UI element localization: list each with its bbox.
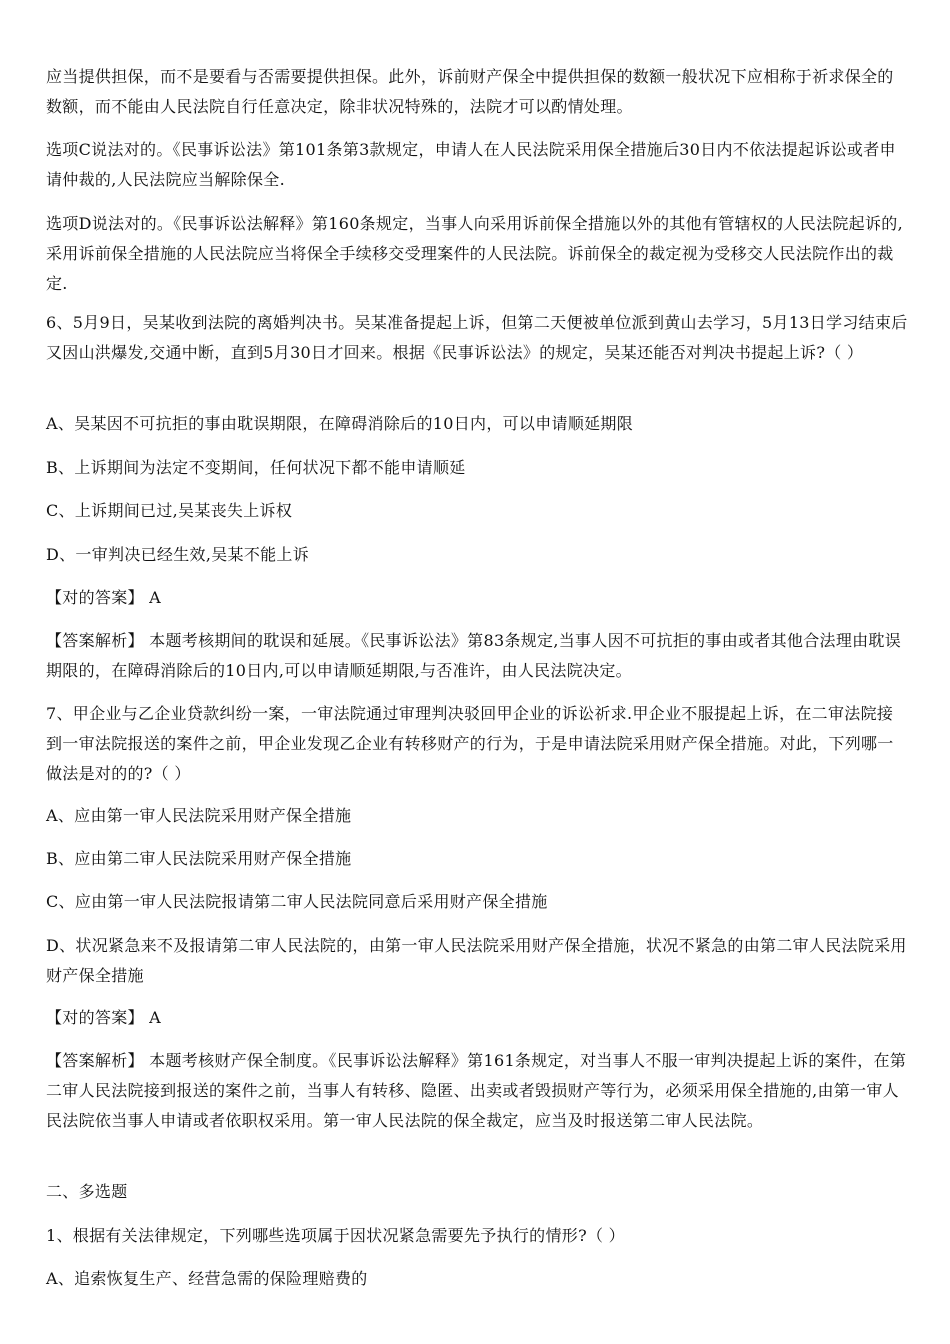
multi-question-1-option-a: A、追索恢复生产、经营急需的保险理赔费的 [46,1269,368,1288]
question-6-option-c: C、上诉期间已过,吴某丧失上诉权 [46,501,293,520]
question-7-stem: 7、甲企业与乙企业贷款纠纷一案，一审法院通过审理判决驳回甲企业的诉讼祈求.甲企业不服提起上诉，在二审法院接到一审法院报送的案件之前，甲企业发现乙企业有转移财产的行为，于是申请法院采用财产保全措施。对此，下列哪一做法是对的的?（ ） [46,704,894,783]
question-6-option-a: A、吴某因不可抗拒的事由耽误期限，在障碍消除后的10日内，可以申请顺延期限 [46,414,634,433]
question-7-option-d: D、状况紧急来不及报请第二审人民法院的，由第一审人民法院采用财产保全措施，状况不紧急的由第二审人民法院采用财产保全措施 [46,936,907,985]
question-7-option-a: A、应由第一审人民法院采用财产保全措施 [46,806,352,825]
question-6-answer: 【对的答案】 A [46,588,162,607]
question-6-option-b: B、上诉期间为法定不变期间，任何状况下都不能申请顺延 [46,458,466,477]
paragraph-option-d: 选项D说法对的。《民事诉讼法解释》第160条规定，当事人向采用诉前保全措施以外的其他有管辖权的人民法院起诉的,采用诉前保全措施的人民法院应当将保全手续移交受理案件的人民法院。诉前保全的裁定视为受移交人民法院作出的裁定. [46,214,903,293]
paragraph-guarantee-amount: 应当提供担保，而不是要看与否需要提供担保。此外，诉前财产保全中提供担保的数额一般状况下应相称于祈求保全的数额，而不能由人民法院自行任意决定，除非状况特殊的，法院才可以酌情处理。 [46,67,894,116]
question-6-explanation: 【答案解析】 本题考核期间的耽误和延展。《民事诉讼法》第83条规定,当事人因不可抗拒的事由或者其他合法理由耽误期限的，在障碍消除后的10日内,可以申请顺延期限,与否准许，由人民法院决定。 [46,631,902,680]
question-7-option-b: B、应由第二审人民法院采用财产保全措施 [46,849,352,868]
question-7-answer: 【对的答案】 A [46,1008,162,1027]
question-6-stem: 6、5月9日，吴某收到法院的离婚判决书。吴某准备提起上诉，但第二天便被单位派到黄山去学习，5月13日学习结束后又因山洪爆发,交通中断，直到5月30日才回来。根据《民事诉讼法》的规定，吴某还能否对判决书提起上诉?（ ） [46,313,908,362]
section-heading-multi-choice: 二、多选题 [46,1182,128,1201]
question-6-option-d: D、一审判决已经生效,吴某不能上诉 [46,545,310,564]
question-7-explanation: 【答案解析】 本题考核财产保全制度。《民事诉讼法解释》第161条规定，对当事人不服一审判决提起上诉的案件，在第二审人民法院接到报送的案件之前，当事人有转移、隐匿、出卖或者毁损财产等行为，必须采用保全措施的,由第一审人民法院依当事人申请或者依职权采用。第一审人民法院的保全裁定，应当及时报送第二审人民法院。 [46,1051,907,1130]
paragraph-option-c: 选项C说法对的。《民事诉讼法》第101条第3款规定，申请人在人民法院采用保全措施后30日内不依法提起诉讼或者申请仲裁的,人民法院应当解除保全. [46,140,896,189]
question-7-option-c: C、应由第一审人民法院报请第二审人民法院同意后采用财产保全措施 [46,892,548,911]
multi-question-1-stem: 1、根据有关法律规定，下列哪些选项属于因状况紧急需要先予执行的情形?（ ） [46,1226,625,1245]
